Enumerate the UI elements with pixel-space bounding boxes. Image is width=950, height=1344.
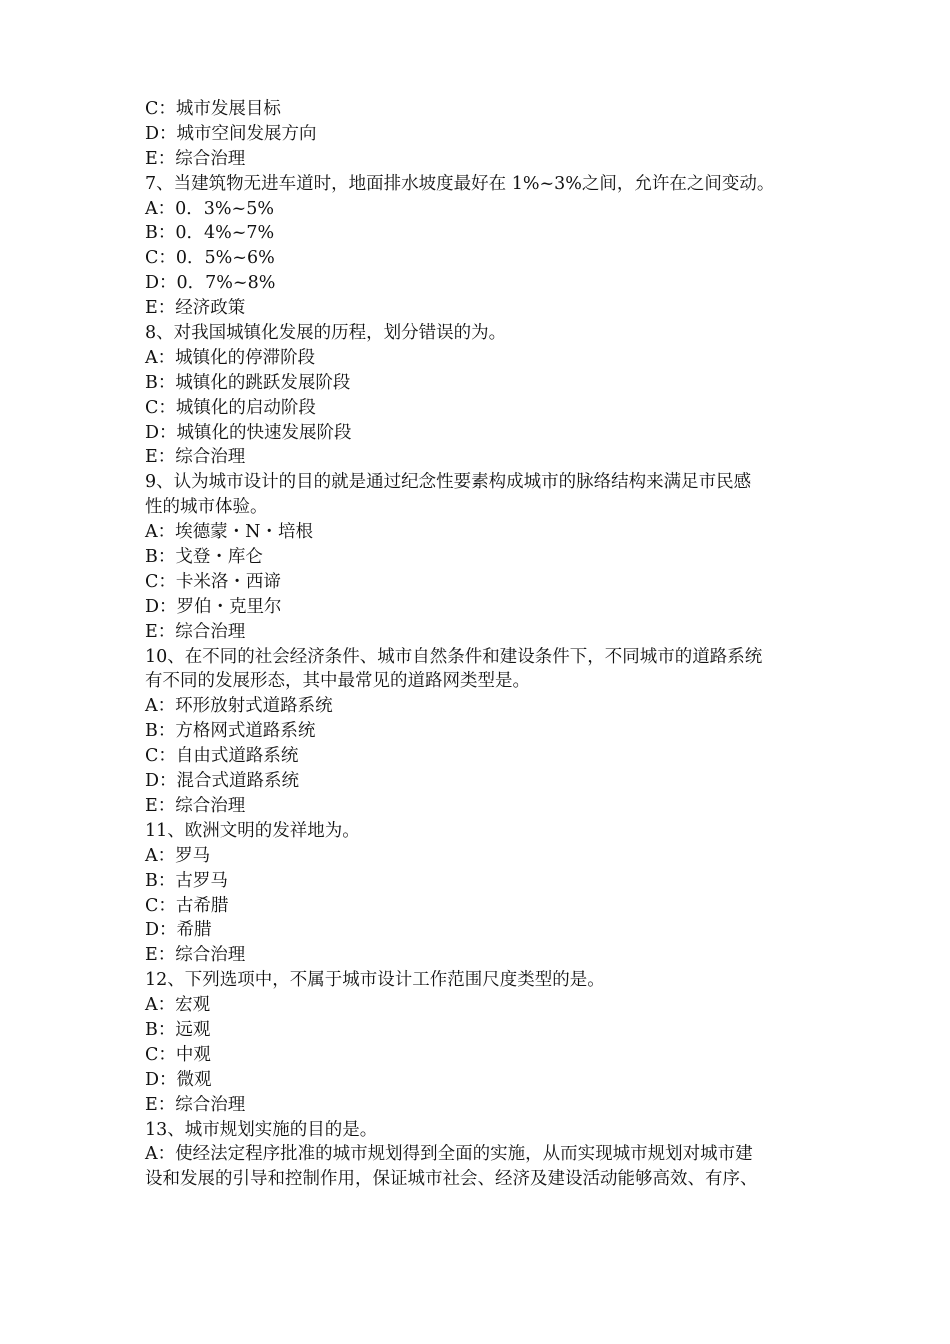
option-a-text: A：罗马 xyxy=(145,845,211,866)
option-b-text: B：方格网式道路系统 xyxy=(145,721,316,742)
option-a-text: A：0．3%~5% xyxy=(145,198,274,219)
option-e-text: E：综合治理 xyxy=(145,621,246,642)
option-c-text: C：城市发展目标 xyxy=(145,99,281,119)
option-c-text: C：古希腊 xyxy=(145,895,229,916)
option-a-text: A：环形放射式道路系统 xyxy=(145,696,333,717)
option-c-text: C：中观 xyxy=(145,1044,211,1065)
option-d-text: D：城镇化的快速发展阶段 xyxy=(145,422,352,443)
option-a-text: A：城镇化的停滞阶段 xyxy=(145,347,316,368)
option-d-text: D：0．7%~8% xyxy=(145,273,276,294)
option-a-text: A：埃德蒙・N・培根 xyxy=(145,522,313,543)
option-a-line-1: A：使经法定程序批准的城市规划得到全面的实施，从而实现城市规划对城市建 xyxy=(145,1144,753,1165)
option-d-text: D：城市空间发展方向 xyxy=(145,123,317,144)
option-b-text: B：戈登・库仑 xyxy=(145,547,263,568)
question-9-line-2: 性的城市体验。 xyxy=(145,497,268,518)
option-e-text: E：经济政策 xyxy=(145,298,246,319)
option-b-text: B：城镇化的跳跃发展阶段 xyxy=(145,372,351,393)
question-12: 12、下列选项中，不属于城市设计工作范围尺度类型的是。 xyxy=(145,970,605,991)
question-13: 13、城市规划实施的目的是。 xyxy=(145,1119,378,1140)
option-e-text: E：综合治理 xyxy=(145,945,246,966)
option-c-text: C：0．5%~6% xyxy=(145,248,275,269)
option-d-text: D：希腊 xyxy=(145,920,212,941)
document-page xyxy=(145,97,815,1192)
question-11: 11、欧洲文明的发祥地为。 xyxy=(145,820,360,841)
question-7: 7、当建筑物无进车道时，地面排水坡度最好在 1%~3%之间，允许在之间变动。 xyxy=(145,173,775,194)
question-10-line-1: 10、在不同的社会经济条件、城市自然条件和建设条件下，不同城市的道路系统 xyxy=(145,646,763,667)
option-e-text: E：综合治理 xyxy=(145,795,246,816)
option-d-text: D：罗伯・克里尔 xyxy=(145,596,282,617)
option-c-text: C：卡米洛・西谛 xyxy=(145,571,281,592)
option-e-text: E：综合治理 xyxy=(145,148,246,169)
option-a-text: A：宏观 xyxy=(145,995,211,1016)
option-c-text: C：自由式道路系统 xyxy=(145,746,299,767)
option-a-line-2: 设和发展的引导和控制作用，保证城市社会、经济及建设活动能够高效、有序、 xyxy=(145,1169,758,1190)
question-8: 8、对我国城镇化发展的历程，划分错误的为。 xyxy=(145,323,507,344)
option-e-text: E：综合治理 xyxy=(145,1094,246,1115)
option-b-text: B：古罗马 xyxy=(145,870,228,891)
option-d-text: D：微观 xyxy=(145,1069,212,1090)
option-d-text: D：混合式道路系统 xyxy=(145,771,300,792)
option-b-text: B：远观 xyxy=(145,1019,211,1040)
option-c-text: C：城镇化的启动阶段 xyxy=(145,397,316,418)
question-9-line-1: 9、认为城市设计的目的就是通过纪念性要素构成城市的脉络结构来满足市民感 xyxy=(145,472,752,493)
option-e-text: E：综合治理 xyxy=(145,447,246,468)
question-10-line-2: 有不同的发展形态，其中最常见的道路网类型是。 xyxy=(145,671,530,692)
option-b-text: B：0．4%~7% xyxy=(145,223,275,244)
